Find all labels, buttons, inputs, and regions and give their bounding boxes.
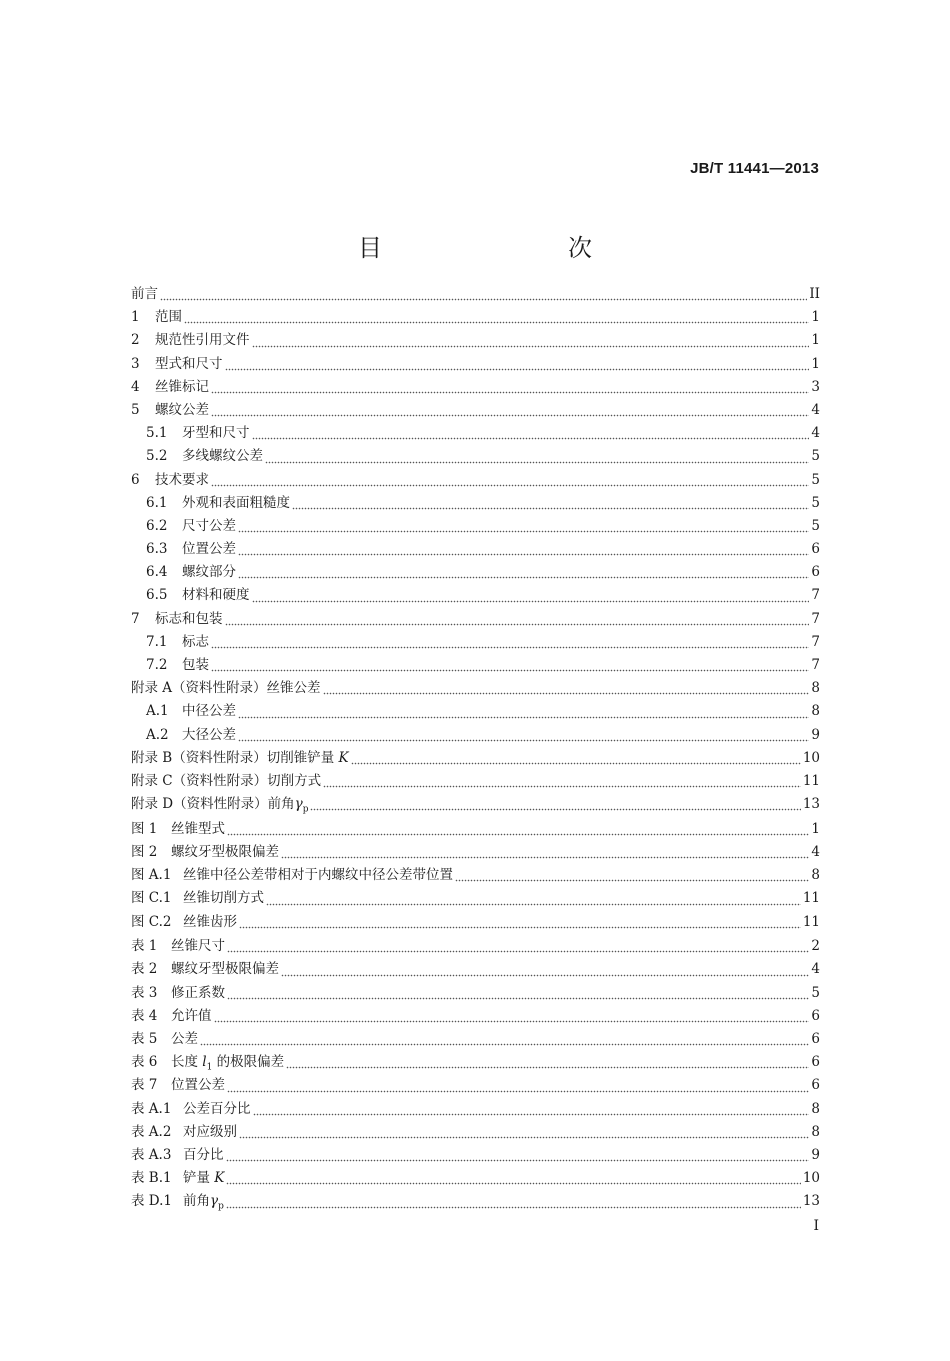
toc-entry-label — [155, 353, 223, 376]
toc-leader-dots — [253, 1113, 810, 1121]
toc-entry[interactable] — [131, 422, 820, 445]
toc-leader-dots — [281, 974, 809, 982]
toc-entry-number: 1 — [131, 309, 140, 326]
toc-entry-number: 表 3 — [131, 984, 158, 1001]
toc-entry-number: 6.3 — [146, 541, 168, 558]
toc-entry-label-text: 尺寸公差 — [182, 517, 236, 534]
toc-entry[interactable] — [131, 864, 820, 887]
toc-leader-dots — [160, 298, 807, 306]
toc-entry-label-text: 包装 — [182, 657, 209, 673]
toc-entry-label-text: 大径公差 — [182, 726, 236, 743]
toc-entry-label — [171, 1074, 225, 1097]
toc-leader-dots — [214, 1020, 810, 1028]
toc-entry-number: 6.5 — [146, 587, 168, 604]
toc-entry-number: 表 A.3 — [131, 1146, 172, 1163]
toc-entry-label-text: 标志和包装 — [155, 610, 223, 627]
toc-leader-dots — [227, 997, 809, 1005]
toc-entry-label — [182, 561, 236, 584]
toc-entry-page: 5 — [811, 471, 820, 488]
toc-entry-label — [131, 677, 321, 700]
toc-entry-label-text: 位置公差 — [171, 1077, 225, 1094]
toc-entry-page: 6 — [811, 1007, 820, 1024]
toc-entry-number: 表 A.2 — [131, 1123, 172, 1140]
toc-entry-label — [183, 1144, 224, 1167]
toc-entry-label — [182, 445, 263, 468]
toc-entry[interactable] — [131, 747, 820, 770]
toc-leader-dots — [238, 739, 809, 747]
toc-leader-dots — [455, 879, 809, 887]
toc-entry-label-text: 丝锥切削方式 — [183, 890, 264, 907]
toc-entry[interactable] — [131, 353, 820, 376]
toc-entry[interactable] — [131, 887, 820, 910]
toc-entry-label — [171, 1051, 284, 1074]
toc-entry-page: 4 — [811, 961, 820, 978]
toc-entry-number: 6.2 — [146, 517, 168, 534]
toc-entry-number: 4 — [131, 378, 140, 395]
toc-entry[interactable] — [131, 1144, 820, 1167]
toc-entry-label — [171, 958, 279, 981]
toc-entry-label-text: 标志 — [182, 633, 209, 650]
toc-entry[interactable] — [131, 631, 820, 654]
toc-entry-page: 1 — [811, 309, 820, 326]
toc-entry-page: 11 — [802, 890, 820, 907]
toc-entry-label — [155, 329, 250, 352]
toc-leader-dots — [310, 808, 800, 816]
toc-entry-page: 10 — [802, 1170, 820, 1187]
toc-entry-number: 5 — [131, 401, 140, 418]
toc-leader-dots — [226, 1159, 810, 1167]
toc-entry-number: 6.1 — [146, 494, 168, 511]
toc-entry-number: 表 5 — [131, 1031, 158, 1047]
toc-entry-page: 4 — [811, 844, 820, 860]
table-of-contents — [131, 283, 820, 1214]
toc-leader-dots — [227, 1090, 809, 1098]
toc-entry[interactable] — [131, 935, 820, 958]
toc-entry-label — [182, 700, 236, 723]
toc-entry-label-text: 丝锥标记 — [155, 378, 209, 395]
toc-entry-label-suffix: 的极限偏差 — [212, 1054, 285, 1071]
toc-entry-symbol: K — [338, 749, 349, 766]
toc-entry-label-text: 技术要求 — [155, 471, 209, 488]
toc-entry-page: II — [809, 286, 820, 302]
toc-entry-label-text: 多线螺纹公差 — [182, 448, 263, 465]
toc-entry-page: 5 — [811, 494, 820, 511]
toc-entry-label-text: 附录 D（资料性附录）前角 — [131, 796, 295, 813]
toc-entry-label-text: 规范性引用文件 — [155, 332, 250, 349]
toc-leader-dots — [252, 437, 810, 445]
toc-entry-number: 图 2 — [131, 844, 158, 860]
toc-entry-label — [182, 492, 290, 515]
toc-entry[interactable] — [131, 1005, 820, 1028]
toc-entry-page: 4 — [811, 401, 820, 418]
toc-entry-page: 6 — [811, 1031, 820, 1047]
toc-entry-label-text: 位置公差 — [182, 541, 236, 558]
toc-entry-number: 表 7 — [131, 1077, 158, 1094]
toc-entry[interactable] — [131, 677, 820, 700]
toc-entry-page: 8 — [811, 703, 820, 720]
toc-entry-page: 9 — [811, 726, 820, 743]
toc-leader-dots — [239, 1136, 809, 1144]
toc-entry-page: 6 — [811, 1054, 820, 1071]
toc-entry-label-text: 公差 — [171, 1031, 198, 1047]
page-title: 目 次 — [358, 234, 638, 262]
toc-entry-subscript: 1 — [206, 1062, 213, 1073]
toc-entry-label-text: 允许值 — [171, 1007, 212, 1024]
toc-entry[interactable] — [131, 515, 820, 538]
toc-entry-page: 8 — [811, 1123, 820, 1140]
toc-entry-number: 5.1 — [146, 425, 168, 442]
toc-entry-label — [171, 818, 225, 841]
toc-entry-number: 表 6 — [131, 1054, 158, 1071]
toc-entry-label-text: 百分比 — [183, 1146, 224, 1163]
toc-entry-label — [155, 469, 209, 492]
toc-entry-subscript: p — [218, 1202, 224, 1212]
toc-entry-page: 5 — [811, 984, 820, 1001]
toc-entry-number: 3 — [131, 355, 140, 372]
toc-entry-label — [182, 538, 236, 561]
toc-entry-number: A.2 — [146, 726, 169, 743]
toc-entry-label — [155, 376, 209, 399]
toc-entry-page: 5 — [811, 517, 820, 534]
toc-entry-label — [131, 747, 349, 770]
toc-entry-page: 4 — [811, 425, 820, 442]
toc-entry-label — [155, 608, 223, 631]
toc-entry[interactable] — [131, 399, 820, 422]
toc-entry-subscript: p — [302, 804, 309, 815]
toc-entry-page: 8 — [811, 867, 820, 884]
toc-entry-label — [183, 1098, 251, 1121]
toc-entry-symbol: K — [214, 1170, 225, 1187]
toc-entry-label-text: 前角 — [183, 1193, 210, 1210]
toc-entry-label-text: 范围 — [155, 309, 182, 326]
toc-leader-dots — [286, 1066, 809, 1074]
toc-entry-label — [131, 793, 308, 816]
toc-leader-dots — [227, 950, 809, 958]
toc-entry-number: 图 C.1 — [131, 890, 172, 907]
toc-leader-dots — [238, 530, 809, 538]
toc-leader-dots — [238, 576, 809, 584]
toc-entry-number: 表 B.1 — [131, 1170, 172, 1187]
toc-entry-symbol: γ — [294, 796, 303, 813]
toc-entry-page: 6 — [811, 564, 820, 581]
toc-entry-label — [183, 864, 453, 887]
toc-entry[interactable] — [131, 283, 820, 306]
toc-entry-label-text: 中径公差 — [182, 703, 236, 720]
toc-entry-label-text: 外观和表面粗糙度 — [182, 494, 290, 511]
toc-entry-number: 表 D.1 — [131, 1193, 173, 1210]
toc-entry-label-text: 螺纹部分 — [182, 564, 236, 581]
toc-entry-label — [155, 399, 209, 422]
toc-entry-label-text: 丝锥尺寸 — [171, 938, 225, 955]
toc-leader-dots — [211, 669, 809, 677]
toc-entry[interactable] — [131, 1121, 820, 1144]
toc-entry-label-text: 螺纹公差 — [155, 401, 209, 418]
toc-entry[interactable] — [131, 793, 820, 816]
toc-entry-number: 图 C.2 — [131, 913, 172, 930]
toc-entry-label-text: 前言 — [131, 286, 158, 302]
toc-entry-label — [171, 982, 225, 1005]
toc-entry[interactable] — [131, 469, 820, 492]
toc-entry-label-text: 型式和尺寸 — [155, 355, 223, 372]
toc-entry-label-text: 对应级别 — [183, 1123, 237, 1140]
toc-leader-dots — [239, 926, 801, 934]
toc-entry-number: 表 4 — [131, 1007, 158, 1024]
toc-entry-label-text: 牙型和尺寸 — [182, 425, 250, 442]
toc-entry-label — [182, 654, 209, 677]
toc-entry-page: 1 — [811, 332, 820, 349]
toc-entry-number: 表 1 — [131, 938, 158, 955]
toc-entry-symbol: l — [202, 1054, 207, 1071]
toc-entry-label — [182, 422, 250, 445]
toc-entry[interactable] — [131, 911, 820, 934]
toc-leader-dots — [211, 391, 809, 399]
toc-leader-dots — [200, 1043, 809, 1051]
toc-entry-number: 2 — [131, 332, 140, 349]
toc-entry-label — [131, 770, 321, 793]
toc-entry-label — [182, 515, 236, 538]
toc-entry-label-text: 长度 — [171, 1054, 203, 1071]
toc-entry[interactable] — [131, 538, 820, 561]
toc-entry-page: 8 — [811, 1100, 820, 1117]
toc-entry[interactable] — [131, 584, 820, 607]
toc-leader-dots — [227, 833, 809, 841]
toc-entry-label — [171, 1005, 212, 1028]
toc-entry[interactable] — [131, 1051, 820, 1074]
toc-entry[interactable] — [131, 770, 820, 793]
toc-entry[interactable] — [131, 492, 820, 515]
toc-entry-number: A.1 — [146, 703, 169, 720]
toc-entry-page: 5 — [811, 448, 820, 465]
toc-leader-dots — [252, 600, 810, 608]
toc-entry-page: 7 — [811, 657, 820, 673]
toc-entry[interactable] — [131, 561, 820, 584]
page-number: I — [813, 1218, 819, 1234]
toc-entry[interactable] — [131, 982, 820, 1005]
toc-leader-dots — [225, 623, 810, 631]
toc-leader-dots — [211, 414, 809, 422]
toc-leader-dots — [238, 553, 809, 561]
toc-entry-label — [183, 1190, 224, 1213]
toc-leader-dots — [351, 762, 801, 770]
toc-entry-label-text: 修正系数 — [171, 984, 225, 1001]
toc-entry-label-text: 丝锥中径公差带相对于内螺纹中径公差带位置 — [183, 867, 453, 884]
toc-entry[interactable] — [131, 608, 820, 631]
toc-entry-page: 7 — [811, 610, 820, 627]
toc-entry-page: 6 — [811, 541, 820, 558]
toc-entry-page: 11 — [802, 772, 820, 789]
toc-entry-page: 11 — [802, 913, 820, 930]
toc-entry-label — [182, 724, 236, 747]
toc-entry-label-text: 螺纹牙型极限偏差 — [171, 844, 279, 860]
toc-entry-label-text: 丝锥型式 — [171, 820, 225, 837]
toc-entry-label-text: 附录 A（资料性附录）丝锥公差 — [131, 680, 321, 697]
toc-leader-dots — [252, 345, 810, 353]
toc-leader-dots — [323, 785, 801, 793]
toc-entry-page: 2 — [811, 938, 820, 955]
toc-leader-dots — [323, 692, 810, 700]
toc-entry-page: 8 — [811, 680, 820, 697]
standard-code: JB/T 11441—2013 — [690, 160, 819, 177]
toc-leader-dots — [238, 716, 809, 724]
toc-entry-page: 13 — [802, 1193, 820, 1210]
toc-leader-dots — [266, 903, 801, 911]
toc-entry-page: 7 — [811, 587, 820, 604]
toc-entry-label — [183, 887, 264, 910]
toc-entry-label — [171, 841, 279, 864]
toc-entry[interactable] — [131, 1190, 820, 1213]
toc-entry-label-text: 附录 C（资料性附录）切削方式 — [131, 772, 322, 789]
toc-entry-page: 1 — [811, 820, 820, 837]
toc-entry-page: 3 — [811, 378, 820, 395]
toc-entry[interactable] — [131, 818, 820, 841]
toc-leader-dots — [211, 484, 809, 492]
toc-entry[interactable] — [131, 654, 820, 677]
toc-entry-number: 表 A.1 — [131, 1100, 172, 1117]
toc-entry[interactable] — [131, 1098, 820, 1121]
toc-entry[interactable] — [131, 329, 820, 352]
toc-entry[interactable] — [131, 1074, 820, 1097]
toc-entry-label — [182, 631, 209, 654]
toc-entry[interactable] — [131, 1028, 820, 1051]
toc-entry-label-text: 公差百分比 — [183, 1100, 251, 1117]
toc-leader-dots — [292, 507, 809, 515]
toc-entry-label — [171, 1028, 198, 1051]
toc-entry-page: 10 — [802, 749, 820, 766]
toc-leader-dots — [265, 461, 809, 469]
toc-entry-label-text: 丝锥齿形 — [183, 913, 237, 930]
toc-entry-number: 5.2 — [146, 448, 168, 465]
toc-leader-dots — [281, 856, 809, 864]
toc-entry-label — [155, 306, 182, 329]
toc-entry-page: 7 — [811, 633, 820, 650]
toc-entry[interactable] — [131, 445, 820, 468]
toc-leader-dots — [225, 368, 810, 376]
toc-entry-number: 图 A.1 — [131, 867, 172, 884]
toc-leader-dots — [211, 646, 809, 654]
toc-entry-label-text: 铲量 — [183, 1170, 215, 1187]
toc-entry-label-text: 螺纹牙型极限偏差 — [171, 961, 279, 978]
toc-entry-number: 7.1 — [146, 633, 168, 650]
toc-entry[interactable] — [131, 958, 820, 981]
toc-entry-label — [183, 1167, 224, 1190]
toc-entry[interactable] — [131, 376, 820, 399]
toc-entry-number: 7.2 — [146, 657, 168, 673]
toc-entry-page: 13 — [802, 796, 820, 813]
toc-leader-dots — [184, 321, 809, 329]
toc-entry-number: 6.4 — [146, 564, 168, 581]
toc-entry-label — [182, 584, 250, 607]
toc-entry-number: 表 2 — [131, 961, 158, 978]
toc-entry-number: 图 1 — [131, 820, 158, 837]
toc-entry[interactable] — [131, 1167, 820, 1190]
toc-entry-label — [171, 935, 225, 958]
toc-leader-dots — [226, 1182, 800, 1190]
toc-entry-label — [131, 283, 158, 306]
toc-entry[interactable] — [131, 841, 820, 864]
toc-entry-page: 6 — [811, 1077, 820, 1094]
toc-entry-number: 7 — [131, 610, 140, 627]
toc-entry-number: 6 — [131, 471, 140, 488]
toc-leader-dots — [226, 1206, 801, 1214]
toc-entry-label — [183, 1121, 237, 1144]
toc-entry-page: 9 — [811, 1146, 820, 1163]
toc-entry-symbol: γ — [210, 1193, 219, 1210]
toc-entry-label — [183, 911, 237, 934]
toc-entry[interactable] — [131, 700, 820, 723]
toc-entry-label-text: 附录 B（资料性附录）切削锥铲量 — [131, 749, 339, 766]
toc-entry[interactable] — [131, 306, 820, 329]
toc-entry[interactable] — [131, 724, 820, 747]
toc-entry-page: 1 — [811, 355, 820, 372]
toc-entry-label-text: 材料和硬度 — [182, 587, 250, 604]
